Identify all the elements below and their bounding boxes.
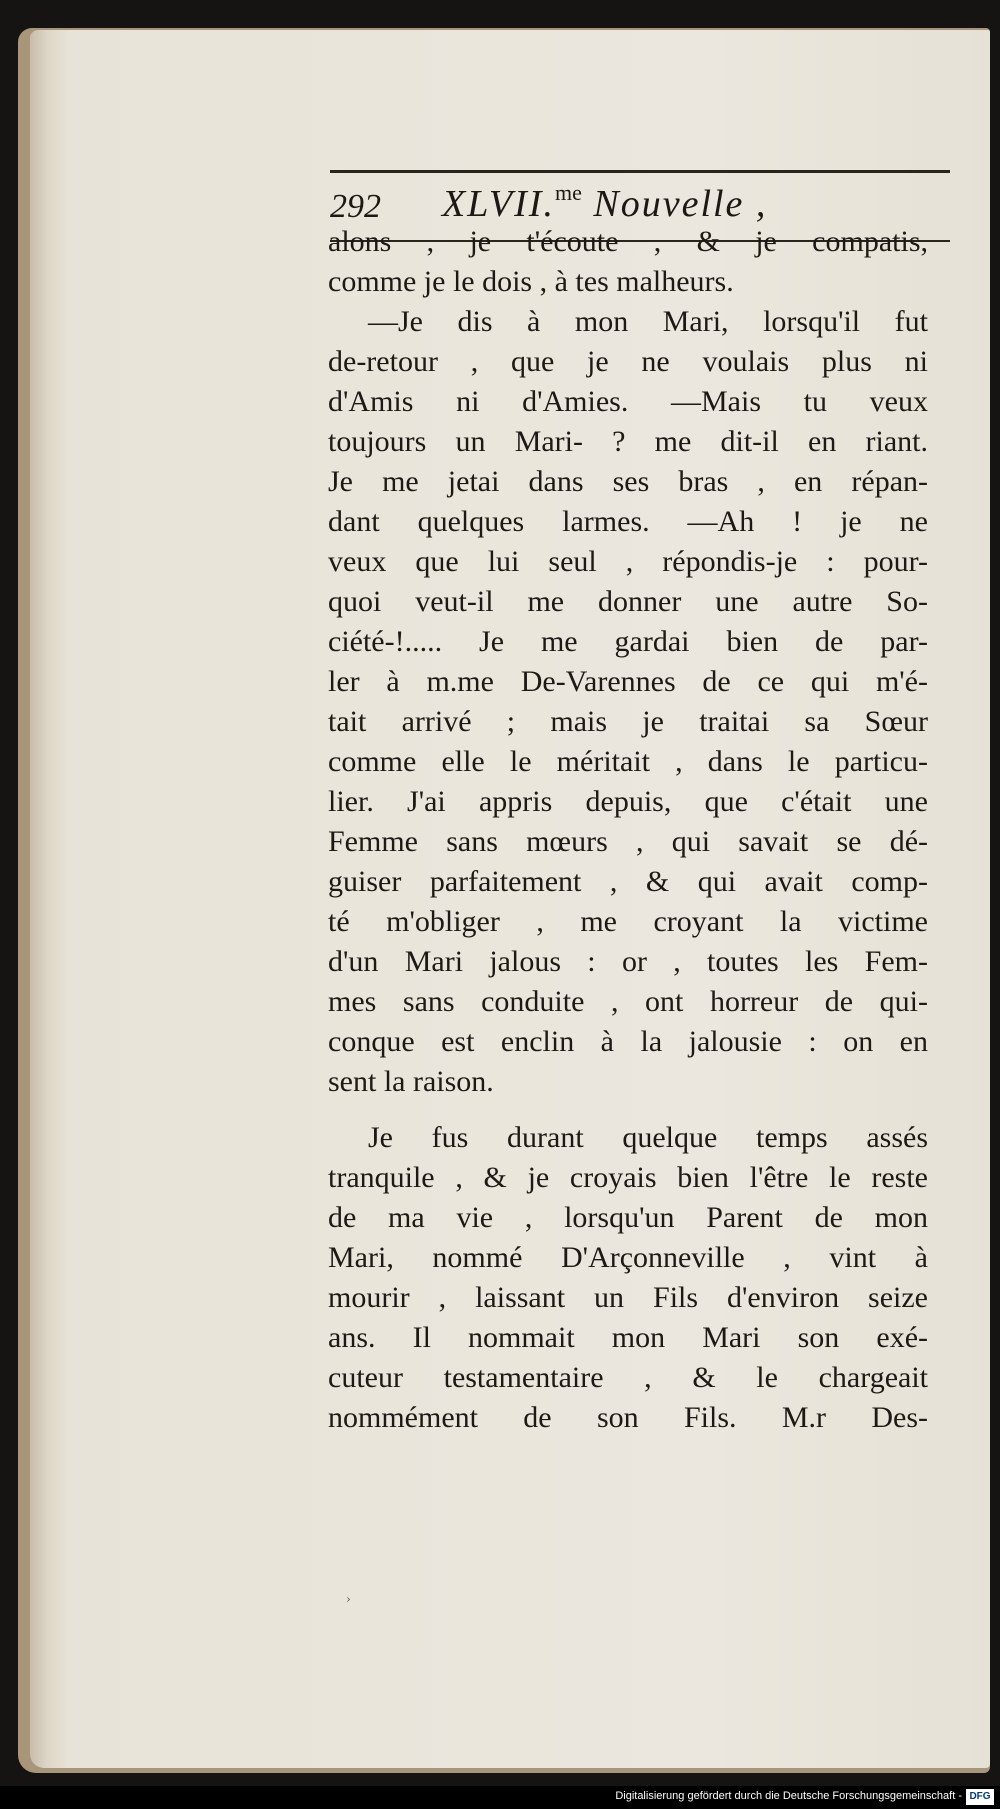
- running-title-main: XLVII.: [442, 183, 555, 225]
- text-line: veux que lui seul , répondis-je : pour-: [328, 545, 928, 578]
- text-line: alons , je t'écoute , & je compatis,: [328, 225, 928, 258]
- dfg-logo: DFG: [966, 1789, 994, 1805]
- text-line: comme elle le méritait , dans le particu-: [328, 745, 928, 778]
- text-line: tranquile , & je croyais bien l'être le reste: [328, 1161, 928, 1194]
- text-line: d'Amis ni d'Amies. —Mais tu veux: [328, 385, 928, 418]
- text-line: quoi veut-il me donner une autre So-: [328, 585, 928, 618]
- text-line: lier. J'ai appris depuis, que c'était une: [328, 785, 928, 818]
- text-line: ans. Il nommait mon Mari son exé-: [328, 1321, 928, 1354]
- header-rule-top: [330, 170, 950, 173]
- text-line: ler à m.me De-Varennes de ce qui m'é-: [328, 665, 928, 698]
- text-line: té m'obliger , me croyant la victime: [328, 905, 928, 938]
- text-line: Femme sans mœurs , qui savait se dé-: [328, 825, 928, 858]
- running-title: [442, 180, 767, 226]
- text-line: comme je le dois , à tes malheurs.: [328, 265, 734, 298]
- text-line: cuteur testamentaire , & le chargeait: [328, 1361, 928, 1394]
- running-title-rest: Nouvelle ,: [581, 183, 768, 225]
- text-line: guiser parfaitement , & qui avait comp-: [328, 865, 928, 898]
- digitization-note: Digitalisierung gefördert durch die Deutsche Forschungsgemeinschaft -: [615, 1790, 962, 1802]
- text-line: d'un Mari jalous : or , toutes les Fem-: [328, 945, 928, 978]
- text-line: de-retour , que je ne voulais plus ni: [328, 345, 928, 378]
- running-title-superscript: me: [554, 180, 582, 205]
- stray-ink-mark: ›: [346, 1592, 351, 1606]
- text-line: mourir , laissant un Fils d'environ seize: [328, 1281, 928, 1314]
- text-line: toujours un Mari- ? me dit-il en riant.: [328, 425, 928, 458]
- text-line: Je me jetai dans ses bras , en répan-: [328, 465, 928, 498]
- text-line: Mari, nommé D'Arçonneville , vint à: [328, 1241, 928, 1274]
- text-line: mes sans conduite , ont horreur de qui-: [328, 985, 928, 1018]
- text-line: —Je dis à mon Mari, lorsqu'il fut: [368, 305, 928, 338]
- text-line: sent la raison.: [328, 1065, 494, 1098]
- text-line: nommément de son Fils. M.r Des-: [328, 1401, 928, 1434]
- text-line: dant quelques larmes. —Ah ! je ne: [328, 505, 928, 538]
- text-line: de ma vie , lorsqu'un Parent de mon: [328, 1201, 928, 1234]
- text-line: ciété-!..... Je me gardai bien de par-: [328, 625, 928, 658]
- digitization-footer: [0, 1786, 1000, 1809]
- text-line: conque est enclin à la jalousie : on en: [328, 1025, 928, 1058]
- text-line: tait arrivé ; mais je traitai sa Sœur: [328, 705, 928, 738]
- page-number: 292: [330, 188, 381, 225]
- text-line: Je fus durant quelque temps assés: [368, 1121, 928, 1154]
